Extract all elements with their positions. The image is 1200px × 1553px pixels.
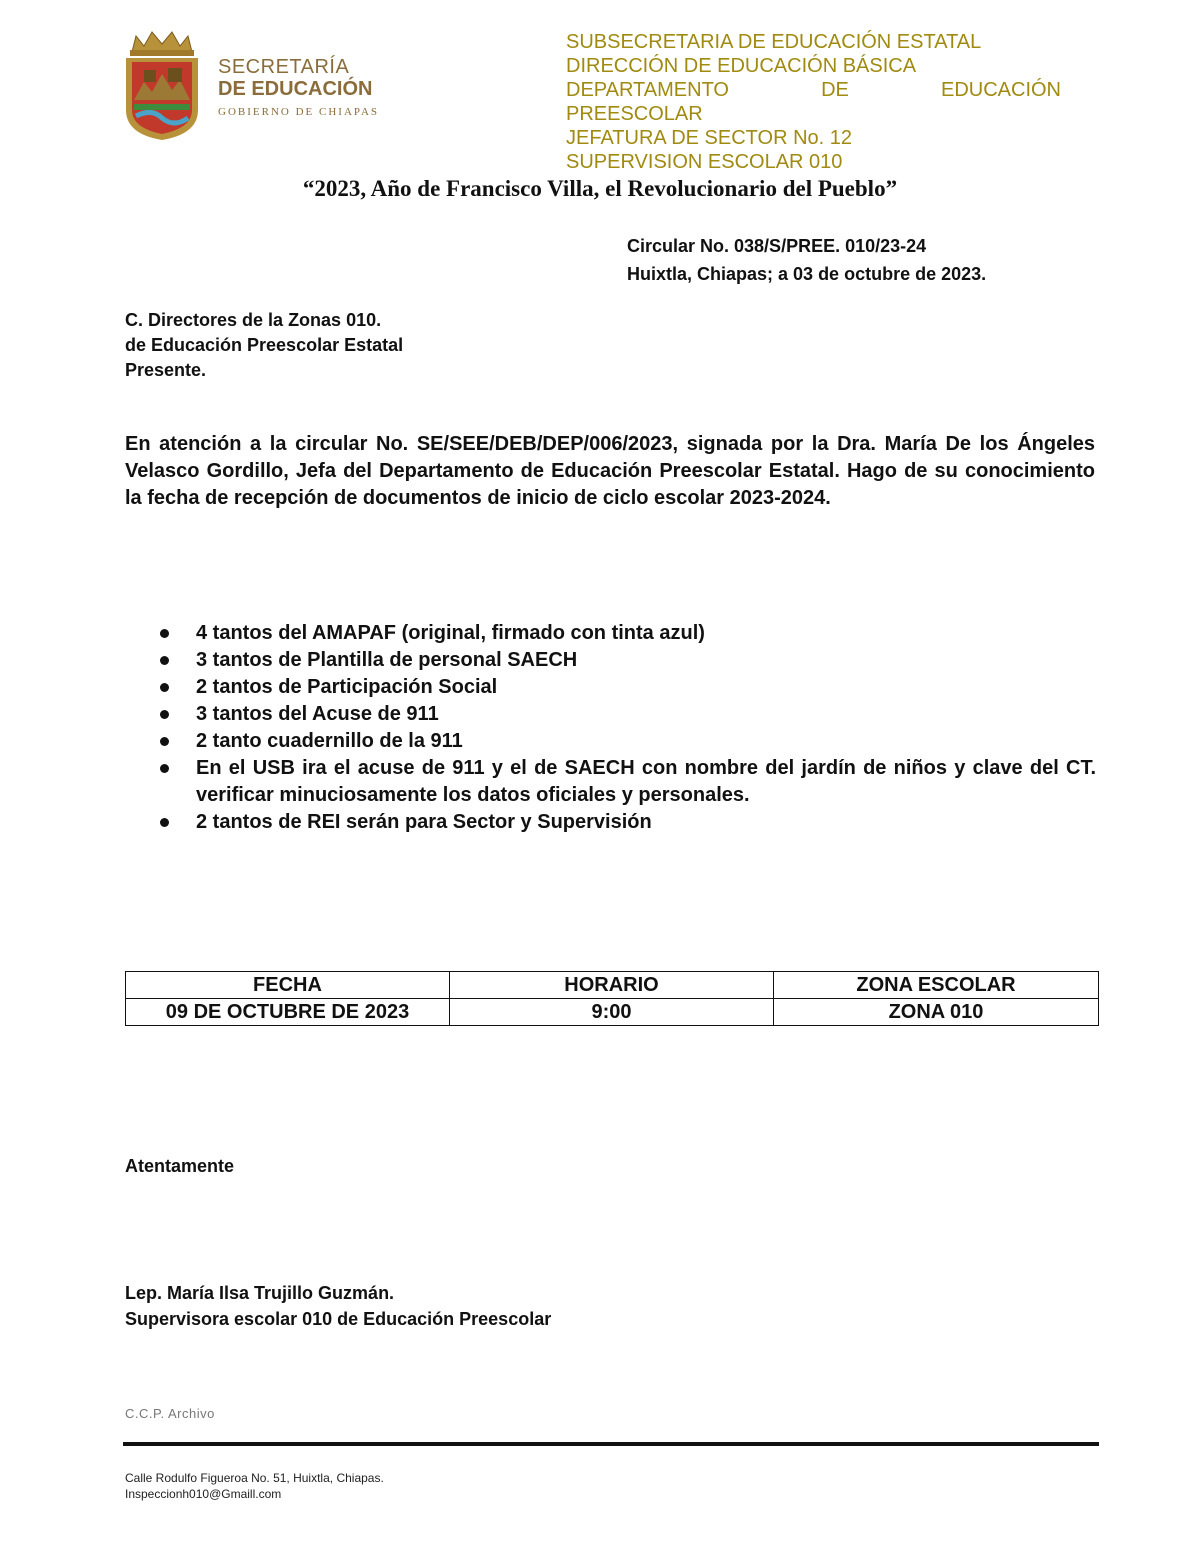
header-supervision: SUPERVISION ESCOLAR 010	[566, 151, 843, 173]
header-departamento-word: DEPARTAMENTO	[566, 79, 729, 101]
list-item	[158, 674, 1096, 701]
circular-info	[627, 232, 986, 288]
bullet-icon	[160, 656, 169, 665]
bullet-icon	[160, 737, 169, 746]
addressee	[125, 308, 403, 383]
ccp-archive: C.C.P. Archivo	[125, 1406, 215, 1421]
bullet-icon	[160, 683, 169, 692]
list-item-text: 2 tantos de REI serán para Sector y Supervisión	[196, 811, 652, 833]
footer-contact	[125, 1470, 384, 1502]
header-subsecretaria: SUBSECRETARIA DE EDUCACIÓN ESTATAL	[566, 31, 982, 53]
table-cell-horario: 9:00	[450, 999, 774, 1026]
footer-address: Calle Rodulfo Figueroa No. 51, Huixtla, Chiapas.	[125, 1471, 384, 1485]
logo-text	[218, 56, 379, 118]
list-item-text: 2 tantos de Participación Social	[196, 676, 498, 698]
logo-de-educacion: DE EDUCACIÓN	[218, 78, 373, 100]
list-item	[158, 620, 1096, 647]
addressee-line: C. Directores de la Zonas 010.	[125, 310, 382, 330]
chiapas-coat-of-arms-icon	[122, 30, 202, 142]
table-header-zona: ZONA ESCOLAR	[774, 972, 1099, 999]
header-jefatura: JEFATURA DE SECTOR No. 12	[566, 127, 853, 149]
addressee-line: de Educación Preescolar Estatal	[125, 335, 404, 355]
institution-header	[566, 30, 1061, 173]
list-item-text: 4 tantos del AMAPAF (original, firmado con tinta azul)	[196, 622, 705, 644]
header-preescolar: PREESCOLAR	[566, 103, 703, 125]
logo-gobierno: GOBIERNO DE CHIAPAS	[218, 106, 380, 118]
table-header-horario: HORARIO	[450, 972, 774, 999]
list-item	[158, 647, 1096, 674]
list-item	[158, 701, 1096, 728]
table-header-fecha: FECHA	[126, 972, 450, 999]
signer-role: Supervisora escolar 010 de Educación Preescolar	[125, 1309, 552, 1329]
year-motto: “2023, Año de Francisco Villa, el Revolucionario del Pueblo”	[302, 176, 898, 201]
list-item-text: 3 tantos del Acuse de 911	[196, 703, 439, 725]
table-cell-zona: ZONA 010	[774, 999, 1099, 1026]
logo-secretaria: SECRETARÍA	[218, 56, 350, 78]
list-item	[158, 755, 1096, 809]
table-row	[126, 999, 1099, 1026]
list-item	[158, 728, 1096, 755]
header-direccion: DIRECCIÓN DE EDUCACIÓN BÁSICA	[566, 55, 917, 77]
table-cell-fecha: 09 DE OCTUBRE DE 2023	[126, 999, 450, 1026]
list-item-text: 2 tanto cuadernillo de la 911	[196, 730, 463, 752]
circular-place-date: Huixtla, Chiapas; a 03 de octubre de 2023.	[627, 264, 987, 284]
footer-divider	[123, 1442, 1099, 1446]
list-item	[158, 809, 1096, 836]
addressee-line: Presente.	[125, 360, 207, 380]
bullet-icon	[160, 818, 169, 827]
closing: Atentamente	[125, 1156, 235, 1176]
body-paragraph: En atención a la circular No. SE/SEE/DEB/DEP/006/2023, signada por la Dra. María De los Ángeles Velasco Gordillo, Jefa del Departamento de Educación Preescolar Estatal. Hago de su conocimiento la fecha de recepción de documentos de inicio de ciclo escolar 2023-2024.	[125, 433, 1095, 509]
footer-email: Inspeccionh010@Gmaill.com	[125, 1487, 282, 1501]
bullet-icon	[160, 710, 169, 719]
requirements-list	[158, 620, 1096, 836]
list-item-text: En el USB ira el acuse de 911 y el de SAECH con nombre del jardín de niños y clave del CT. verificar minuciosamente los datos oficiales y personales.	[196, 757, 1096, 806]
secretaria-educacion-logo	[122, 30, 392, 142]
table-header-row	[126, 972, 1099, 999]
bullet-icon	[160, 764, 169, 773]
schedule-table	[125, 971, 1099, 1026]
list-item-text: 3 tantos de Plantilla de personal SAECH	[196, 649, 578, 671]
signer-name: Lep. María Ilsa Trujillo Guzmán.	[125, 1283, 395, 1303]
header-educacion-word: EDUCACIÓN	[940, 79, 1061, 101]
header-de-word: DE	[821, 79, 849, 101]
signature-block	[125, 1280, 551, 1332]
bullet-icon	[160, 629, 169, 638]
header-departamento	[566, 78, 1061, 102]
circular-number: Circular No. 038/S/PREE. 010/23-24	[627, 236, 927, 256]
